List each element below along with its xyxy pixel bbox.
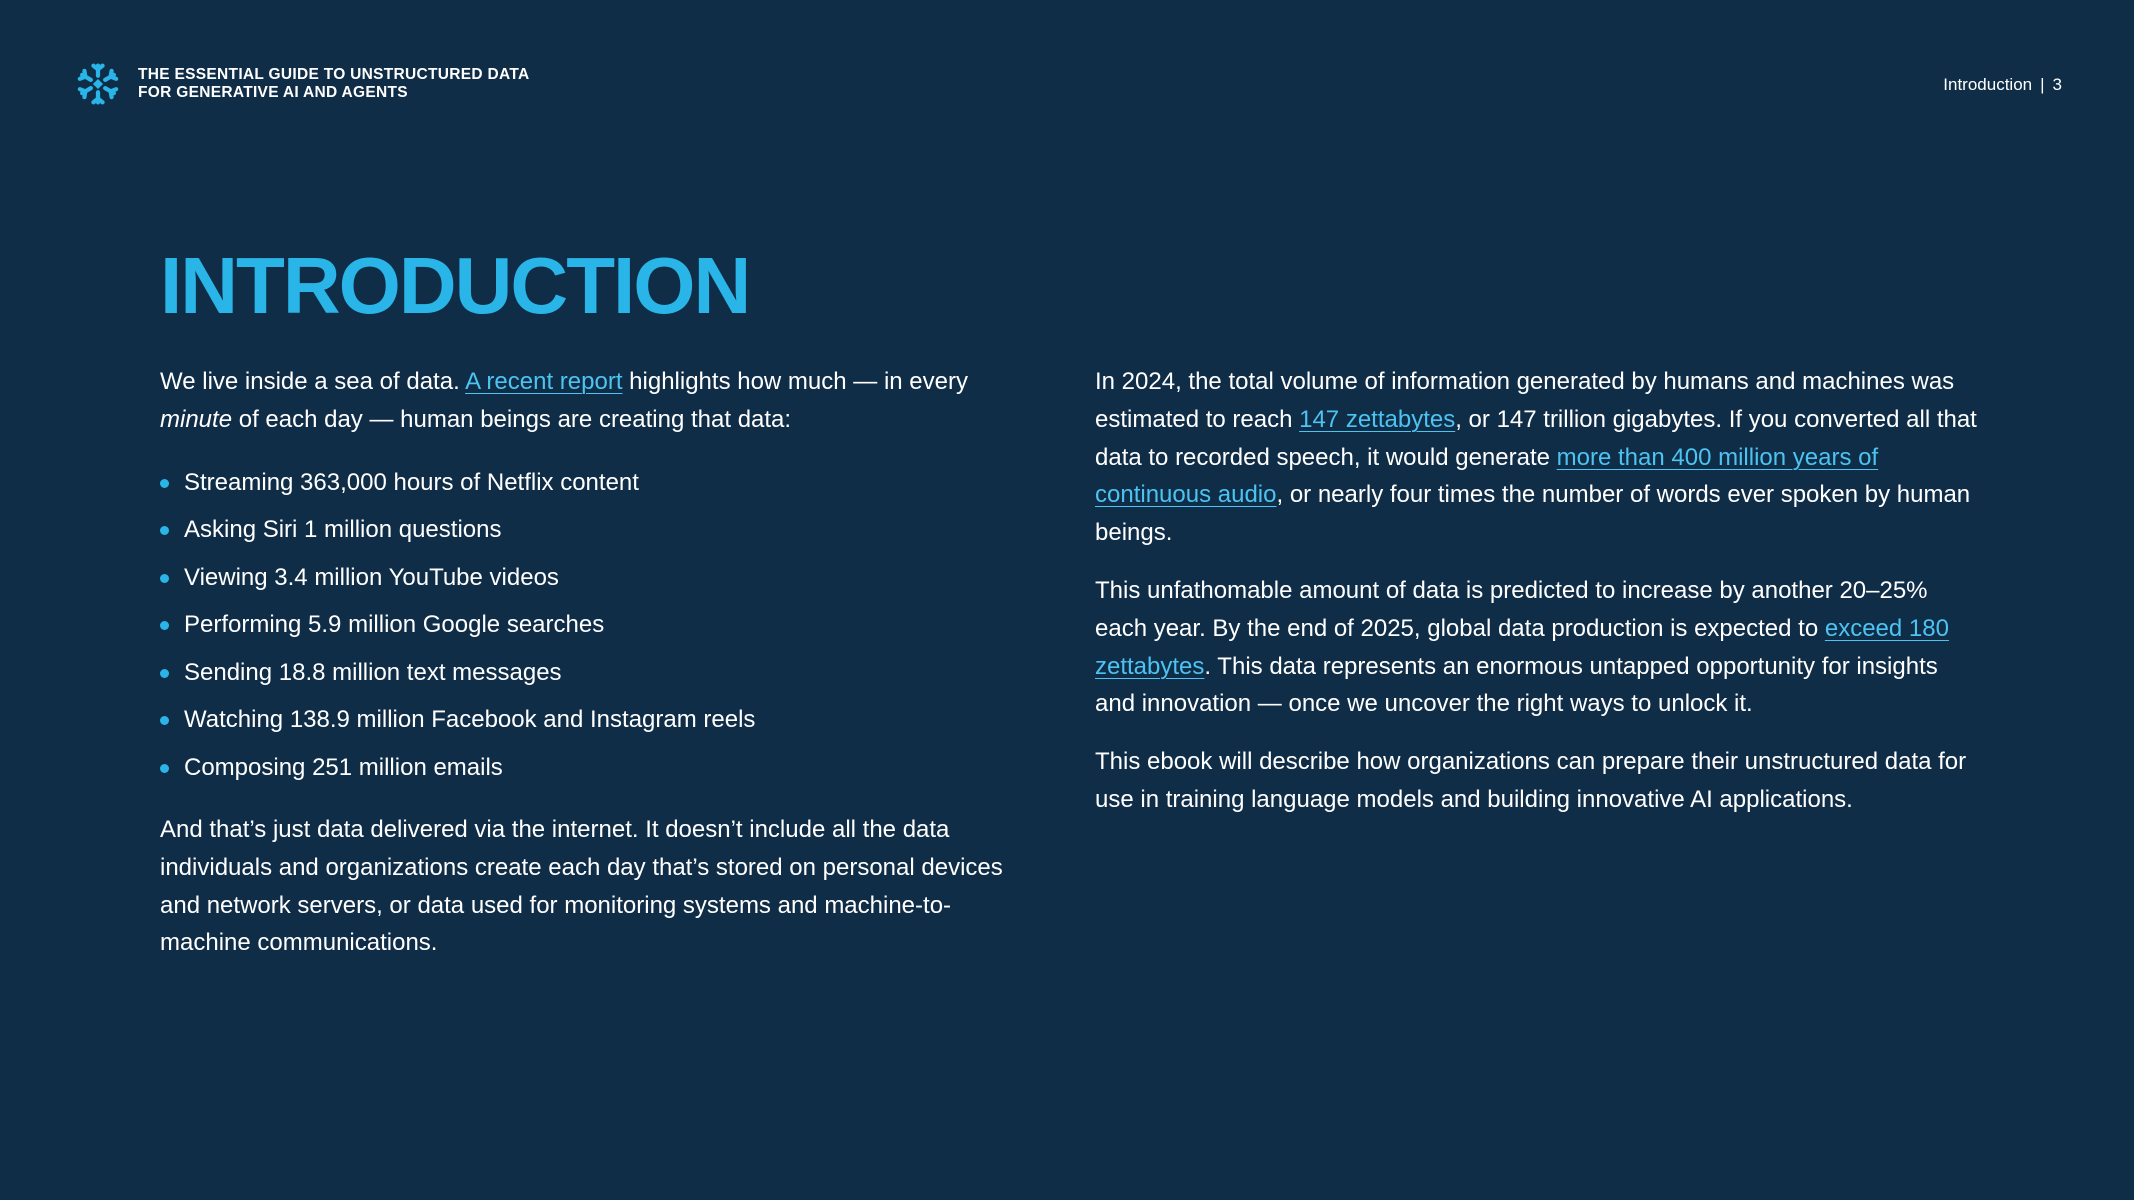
volume-paragraph xyxy=(1095,363,1980,552)
zettabytes-180-link[interactable]: exceed 180 zettabytes xyxy=(1095,614,1949,680)
list-item-text: Performing 5.9 million Google searches xyxy=(184,611,605,639)
audio-years-link[interactable]: more than 400 million years of continuous audio xyxy=(1095,443,1879,509)
list-item-text: Streaming 363,000 hours of Netflix content xyxy=(184,468,639,496)
left-column xyxy=(160,363,1020,982)
document-title-line1: THE ESSENTIAL GUIDE TO UNSTRUCTURED DATA xyxy=(138,66,530,83)
bullet-icon xyxy=(160,526,169,535)
growth-paragraph xyxy=(1095,572,1980,723)
bullet-icon xyxy=(160,479,169,488)
list-item-text: Asking Siri 1 million questions xyxy=(184,516,502,544)
list-item-text: Viewing 3.4 million YouTube videos xyxy=(184,563,559,591)
list-item-text: Composing 251 million emails xyxy=(184,753,503,781)
volume-text-3: , or nearly four times the number of words ever spoken by human beings. xyxy=(1095,481,1971,547)
page-marker xyxy=(1943,75,2062,95)
document-title xyxy=(138,66,529,102)
document-title-line2: FOR GENERATIVE AI AND AGENTS xyxy=(138,84,408,101)
list-item-text: Watching 138.9 million Facebook and Instagram reels xyxy=(184,706,756,734)
bullet-icon xyxy=(160,621,169,630)
intro-text-2: highlights how much — in every xyxy=(622,368,968,395)
list-item xyxy=(160,696,1020,744)
zettabytes-147-link[interactable]: 147 zettabytes xyxy=(1299,405,1456,433)
document-header xyxy=(76,62,529,106)
list-item xyxy=(160,601,1020,649)
page-number: 3 xyxy=(2052,75,2062,94)
growth-text-1: This unfathomable amount of data is predicted to increase by another 20–25% each year. By the end of 2025, global data production is expected to xyxy=(1095,576,1928,642)
bullet-icon xyxy=(160,574,169,583)
bullet-icon xyxy=(160,669,169,678)
bullet-icon xyxy=(160,764,169,773)
intro-text-1: We live inside a sea of data. xyxy=(160,368,466,395)
ebook-paragraph: This ebook will describe how organizations can prepare their unstructured data for use in training language models and building innovative AI applications. xyxy=(1095,748,1967,813)
right-column xyxy=(1095,363,1980,839)
stats-list xyxy=(160,459,1020,792)
volume-text-1: In 2024, the total volume of information generated by humans and machines was estimated to reach xyxy=(1095,368,1955,433)
list-item xyxy=(160,506,1020,554)
intro-text-3: of each day — human beings are creating that data: xyxy=(232,405,792,433)
growth-text-2: . This data represents an enormous untapped opportunity for insights and innovation — once we uncover the right ways to unlock it. xyxy=(1095,652,1938,718)
snowflake-icon xyxy=(76,62,120,106)
section-label: Introduction xyxy=(1943,75,2033,94)
list-item xyxy=(160,649,1020,697)
intro-emphasis: minute xyxy=(160,405,233,433)
list-item xyxy=(160,459,1020,507)
separator: | xyxy=(2040,75,2045,94)
volume-text-2: , or 147 trillion gigabytes. If you converted all that data to recorded speech, it would generate xyxy=(1095,405,1977,471)
page-title: INTRODUCTION xyxy=(160,241,750,330)
recent-report-link[interactable]: A recent report xyxy=(465,368,623,395)
list-item-text: Sending 18.8 million text messages xyxy=(184,658,562,686)
closing-paragraph: And that’s just data delivered via the internet. It doesn’t include all the data individuals and organizations create each day that’s stored on personal devices and network servers, or data used for monitoring systems and machine-to-machine communications. xyxy=(160,816,1003,957)
list-item xyxy=(160,554,1020,602)
bullet-icon xyxy=(160,716,169,725)
intro-paragraph xyxy=(160,363,1020,439)
list-item xyxy=(160,744,1020,792)
